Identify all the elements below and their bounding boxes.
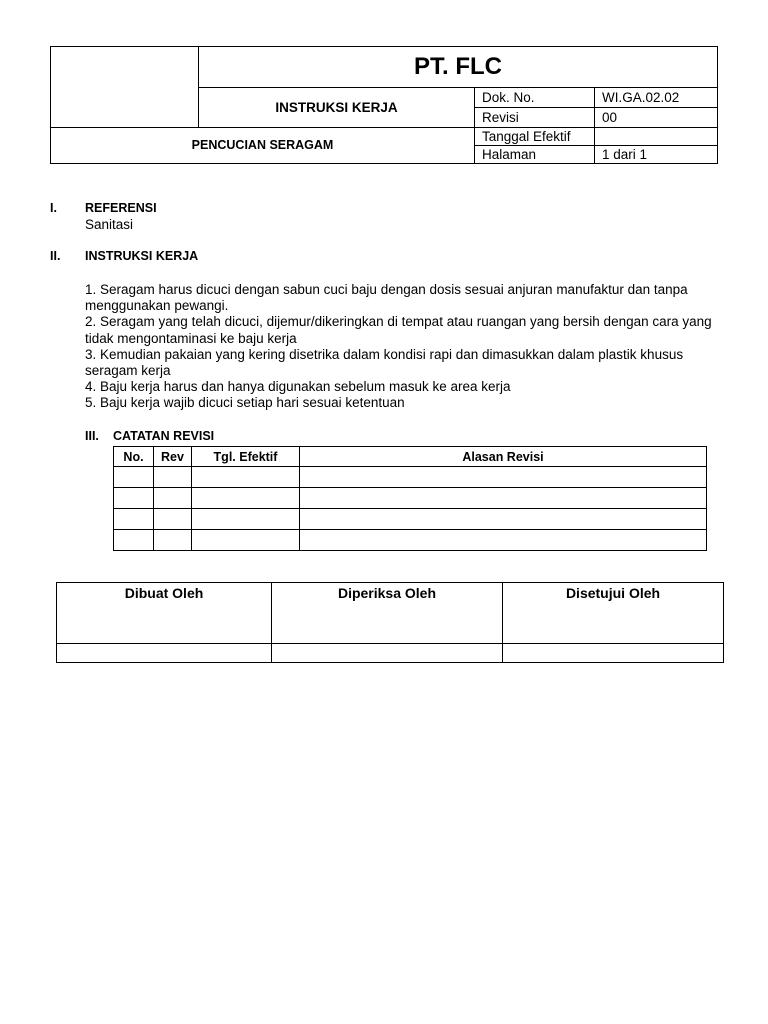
table-cell — [154, 509, 192, 530]
logo-area — [51, 47, 199, 127]
document-title: PENCUCIAN SERAGAM — [51, 127, 475, 163]
table-cell — [300, 467, 707, 488]
meta-value-tanggal-efektif — [595, 127, 717, 145]
table-cell — [114, 509, 154, 530]
instruction-item: 1. Seragam harus dicuci dengan sabun cuci baju dengan dosis sesuai anjuran manufaktur dan tanpa menggunakan pewangi. — [85, 282, 688, 314]
signature-name-row — [57, 644, 724, 663]
signature-table — [56, 582, 724, 663]
signature-name-cell — [272, 644, 503, 663]
signature-name-cell — [57, 644, 272, 663]
table-cell — [154, 467, 192, 488]
table-row — [114, 488, 707, 509]
table-cell — [114, 467, 154, 488]
table-cell — [114, 488, 154, 509]
company-name: PT. FLC — [199, 47, 717, 88]
meta-value-revisi: 00 — [602, 109, 618, 125]
table-cell — [300, 509, 707, 530]
table-cell — [192, 530, 300, 551]
section-title-catatan: CATATAN REVISI — [113, 429, 215, 443]
column-header-alasan-revisi: Alasan Revisi — [300, 447, 707, 467]
meta-value-halaman: 1 dari 1 — [602, 146, 648, 162]
signature-header-row — [57, 583, 724, 644]
document-header — [50, 46, 718, 164]
signature-disetujui-oleh: Disetujui Oleh — [503, 583, 724, 644]
instruction-list — [85, 282, 725, 412]
signature-diperiksa-oleh: Diperiksa Oleh — [272, 583, 503, 644]
signature-dibuat-oleh: Dibuat Oleh — [57, 583, 272, 644]
table-row — [114, 509, 707, 530]
meta-value-dok-no: WI.GA.02.02 — [602, 90, 680, 105]
column-header-no: No. — [114, 447, 154, 467]
table-cell — [154, 530, 192, 551]
table-cell — [192, 488, 300, 509]
table-cell — [192, 509, 300, 530]
column-header-rev: Rev — [154, 447, 192, 467]
table-row — [114, 467, 707, 488]
revision-table — [113, 446, 707, 551]
column-header-tgl-efektif: Tgl. Efektif — [192, 447, 300, 467]
signature-name-cell — [503, 644, 724, 663]
section-number-referensi: I. — [50, 201, 57, 215]
table-row — [114, 530, 707, 551]
meta-label-dok-no: Dok. No. — [475, 88, 595, 107]
section-title-referensi: REFERENSI — [85, 201, 157, 215]
table-cell — [154, 488, 192, 509]
document-type: INSTRUKSI KERJA — [199, 88, 475, 127]
table-cell — [300, 530, 707, 551]
table-cell — [300, 488, 707, 509]
referensi-text: Sanitasi — [85, 217, 134, 232]
meta-label-tanggal-efektif: Tanggal Efektif — [475, 127, 595, 145]
instruction-item: 3. Kemudian pakaian yang kering disetrika dalam kondisi rapi dan dimasukkan dalam plastik khusus seragam kerja — [85, 346, 684, 379]
meta-label-revisi: Revisi — [475, 107, 595, 127]
section-number-catatan: III. — [85, 429, 99, 443]
table-cell — [192, 467, 300, 488]
revision-table-header — [114, 447, 707, 467]
section-title-instruksi: INSTRUKSI KERJA — [85, 249, 199, 263]
instruction-item: 2. Seragam yang telah dicuci, dijemur/dikeringkan di tempat atau ruangan yang bersih dengan cara yang tidak mengontaminasi ke baju kerja — [85, 314, 712, 346]
meta-label-halaman: Halaman — [475, 145, 595, 163]
section-number-instruksi: II. — [50, 249, 61, 263]
instruction-item: 5. Baju kerja wajib dicuci setiap hari sesuai ketentuan — [85, 395, 405, 411]
instruction-item: 4. Baju kerja harus dan hanya digunakan sebelum masuk ke area kerja — [85, 379, 511, 395]
table-cell — [114, 530, 154, 551]
